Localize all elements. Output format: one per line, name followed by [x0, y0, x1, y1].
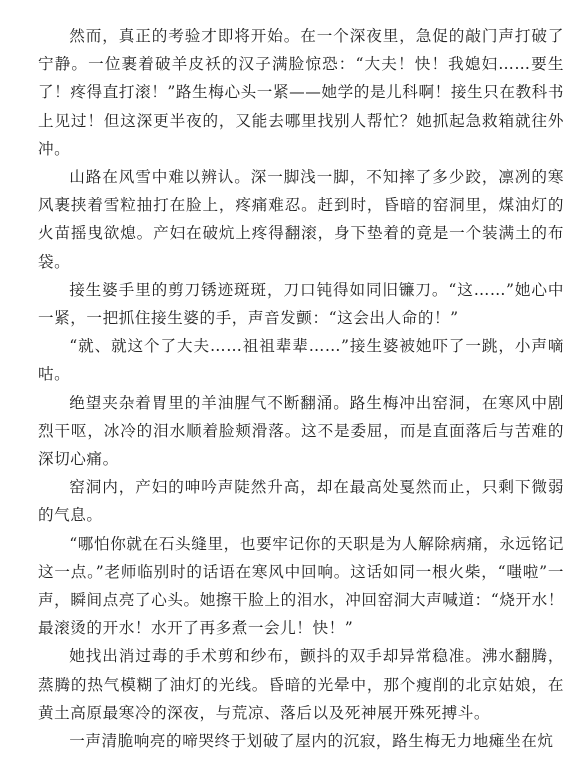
paragraph-8: 她找出消过毒的手术剪和纱布，颤抖的双手却异常稳准。沸水翻腾，蒸腾的热气模糊了油灯的光线。昏暗的光晕中，那个瘦削的北京姑娘，在黄土高原最寒冷的深夜，与荒凉、落后以及死神展开殊死搏斗。 [38, 647, 564, 722]
paragraph-7: “哪怕你就在石头缝里，也要牢记你的天职是为人解除病痛，永远铭记这一点。”老师临别时的话语在寒风中回响。这话如同一根火柴，“嗤啦”一声，瞬间点亮了心头。她擦干脸上的泪水，冲回窑洞大声喊道：“烧开水！最滚烫的开水！水开了再多煮一会儿！快！” [38, 534, 564, 638]
paragraph-9: 一声清脆响亮的啼哭终于划破了屋内的沉寂，路生梅无力地瘫坐在炕 [69, 732, 554, 751]
paragraph-3: 接生婆手里的剪刀锈迹斑斑，刀口钝得如同旧镰刀。“这……”她心中一紧，一把抓住接生婆的手，声音发颤：“这会出人命的！” [38, 280, 564, 328]
document-page [38, 22, 564, 755]
paragraph-2: 山路在风雪中难以辨认。深一脚浅一脚，不知摔了多少跤，凛冽的寒风裹挟着雪粒抽打在脸上，疼痛难忍。赶到时，昏暗的窑洞里，煤油灯的火苗摇曳欲熄。产妇在破炕上疼得翻滚，身下垫着的竟是一个装满土的布袋。 [38, 168, 564, 271]
paragraph-4: “就、就这个了大夫……祖祖辈辈……”接生婆被她吓了一跳，小声嘀咕。 [38, 337, 564, 384]
paragraph-5: 绝望夹杂着胃里的羊油腥气不断翻涌。路生梅冲出窑洞，在寒风中剧烈干呕，冰冷的泪水顺着脸颊滑落。这不是委屈，而是直面落后与苦难的深切心痛。 [38, 393, 564, 469]
paragraph-6: 窑洞内，产妇的呻吟声陡然升高，却在最高处戛然而止，只剩下微弱的气息。 [38, 478, 564, 525]
paragraph-1: 然而，真正的考验才即将开始。在一个深夜里，急促的敲门声打破了宁静。一位裹着破羊皮袄的汉子满脸惊恐：“大夫！快！我媳妇……要生了！疼得直打滚！”路生梅心头一紧——她学的是儿科啊！接生只在教科书上见过！但这深更半夜的，又能去哪里找别人帮忙？她抓起急救箱就往外冲。 [38, 27, 564, 158]
